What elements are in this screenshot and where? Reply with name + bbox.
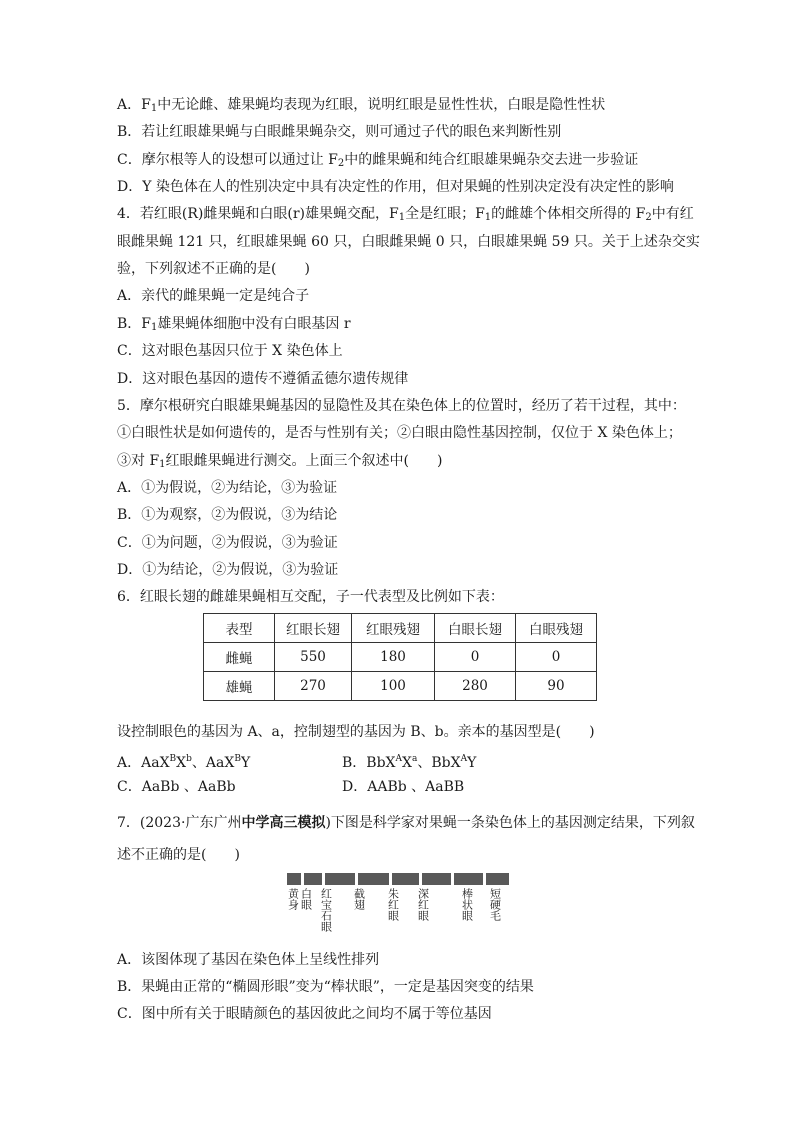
q4-stem-line3: 验，下列叙述不正确的是( ): [117, 261, 310, 277]
table-header-cell: 白眼长翅: [435, 614, 516, 643]
q5-stem-line2: ①白眼性状是如何遗传的，是否与性别有关；②白眼由隐性基因控制，仅位于 X 染色体上；: [117, 425, 682, 441]
table-row: [204, 672, 597, 701]
q6-option-c: C．AaBb 、AaBb: [117, 779, 236, 795]
table-cell: 0: [435, 643, 516, 672]
gene-label-bar-eye: 棒状眼: [460, 888, 474, 921]
q6-stem: 6．红眼长翅的雌雄果蝇相互交配，子一代表型及比例如下表：: [117, 589, 504, 605]
q3-option-d: D．Y 染色体在人的性别决定中具有决定性的作用，但对果蝇的性别决定没有决定性的影响: [117, 179, 674, 195]
chromosome-band-gap: [419, 873, 422, 885]
table-row: [204, 643, 597, 672]
q3-option-c: C．摩尔根等人的设想可以通过让 $F_2$中的雌果蝇和纯合红眼雄果蝇杂交去进一步验证: [117, 152, 639, 169]
chromosome-band-gap: [483, 873, 486, 885]
chromosome-bar: [287, 873, 509, 885]
chromosome-band-gap: [322, 873, 325, 885]
chromosome-band-gap: [451, 873, 454, 885]
q6-after-table: 设控制眼色的基因为 A、a，控制翅型的基因为 B、b。亲本的基因型是( ): [117, 724, 595, 740]
table-cell: 90: [516, 672, 597, 701]
table-header-cell: 白眼残翅: [516, 614, 597, 643]
q5-option-c: C．①为问题，②为假说，③为验证: [117, 535, 338, 551]
table-header-cell: 红眼残翅: [352, 614, 435, 643]
table-cell: 雌蝇: [204, 643, 275, 672]
table-cell: 550: [275, 643, 352, 672]
table-header-cell: 红眼长翅: [275, 614, 352, 643]
chromosome-band-gap: [389, 873, 392, 885]
gene-label-cut-wing: 截翅: [352, 888, 366, 910]
q6-option-d: D．AABb 、AaBB: [342, 779, 465, 795]
gene-label-vermilion-eye: 朱红眼: [386, 888, 400, 921]
q5-stem-line1: 5．摩尔根研究白眼雄果蝇基因的显隐性及其在染色体上的位置时，经历了若干过程，其中：: [117, 398, 686, 414]
q7-stem-line2: 述不正确的是( ): [117, 847, 240, 863]
q4-option-c: C．这对眼色基因只位于 X 染色体上: [117, 343, 343, 359]
q7-option-a: A．该图体现了基因在染色体上呈线性排列: [117, 952, 380, 968]
q5-option-b: B．①为观察，②为假说，③为结论: [117, 507, 338, 523]
table-cell: 280: [435, 672, 516, 701]
q4-stem-line1: 4．若红眼(R)雌果蝇和白眼(r)雄果蝇交配，$F_1$全是红眼；$F_1$的雌雄个体相交所得的 $F_2$中有红: [117, 206, 694, 223]
q4-option-b: B．$F_1$雄果蝇体细胞中没有白眼基因 r: [117, 316, 351, 333]
table-cell: 180: [352, 643, 435, 672]
q5-option-d: D．①为结论，②为假说，③为验证: [117, 562, 339, 578]
q6-option-a: A．$AaX^BX^b$、AaX$^B$Y: [117, 754, 251, 771]
phenotype-table: [203, 613, 597, 701]
table-cell: 270: [275, 672, 352, 701]
table-cell: 0: [516, 643, 597, 672]
q4-option-d: D．这对眼色基因的遗传不遵循孟德尔遗传规律: [117, 371, 409, 387]
q3-option-a: A．$F_1$中无论雌、雄果蝇均表现为红眼，说明红眼是显性性状，白眼是隐性性状: [117, 97, 606, 114]
q7-option-b: B．果蝇由正常的“椭圆形眼”变为“棒状眼”，一定是基因突变的结果: [117, 979, 534, 995]
chromosome-band-gap: [355, 873, 358, 885]
q5-option-a: A．①为假说，②为结论，③为验证: [117, 480, 338, 496]
table-cell: 100: [352, 672, 435, 701]
chromosome-band-gap: [301, 873, 304, 885]
q7-option-c: C．图中所有关于眼睛颜色的基因彼此之间均不属于等位基因: [117, 1006, 492, 1022]
q7-stem-line1: 7．(2023·广东广州中学高三模拟)下图是科学家对果蝇一条染色体上的基因测定结果，下列叙: [117, 815, 695, 831]
table-cell: 雄蝇: [204, 672, 275, 701]
q3-option-b: B．若让红眼雄果蝇与白眼雌果蝇杂交，则可通过子代的眼色来判断性别: [117, 124, 562, 140]
gene-label-garnet-eye: 深红眼: [416, 888, 430, 921]
gene-label-white-eye: 白眼: [299, 888, 313, 910]
gene-label-short-bristle: 短硬毛: [488, 888, 502, 921]
q4-option-a: A．亲代的雌果蝇一定是纯合子: [117, 288, 310, 304]
gene-label-yellow-body: 黄身: [286, 888, 300, 910]
gene-label-ruby-eye: 红宝石眼: [319, 888, 333, 932]
q5-stem-line3: ③对 $F_1$红眼雌果蝇进行测交。上面三个叙述中( ): [117, 453, 443, 470]
q4-stem-line2: 眼雌果蝇 121 只，红眼雄果蝇 60 只，白眼雌果蝇 0 只，白眼雄果蝇 59 只。关于上述杂交实: [117, 234, 700, 250]
table-header-row: [204, 614, 597, 643]
q6-option-b: B．$BbX^AX^a$、BbX$^A$Y: [342, 754, 477, 771]
table-header-cell: 表型: [204, 614, 275, 643]
